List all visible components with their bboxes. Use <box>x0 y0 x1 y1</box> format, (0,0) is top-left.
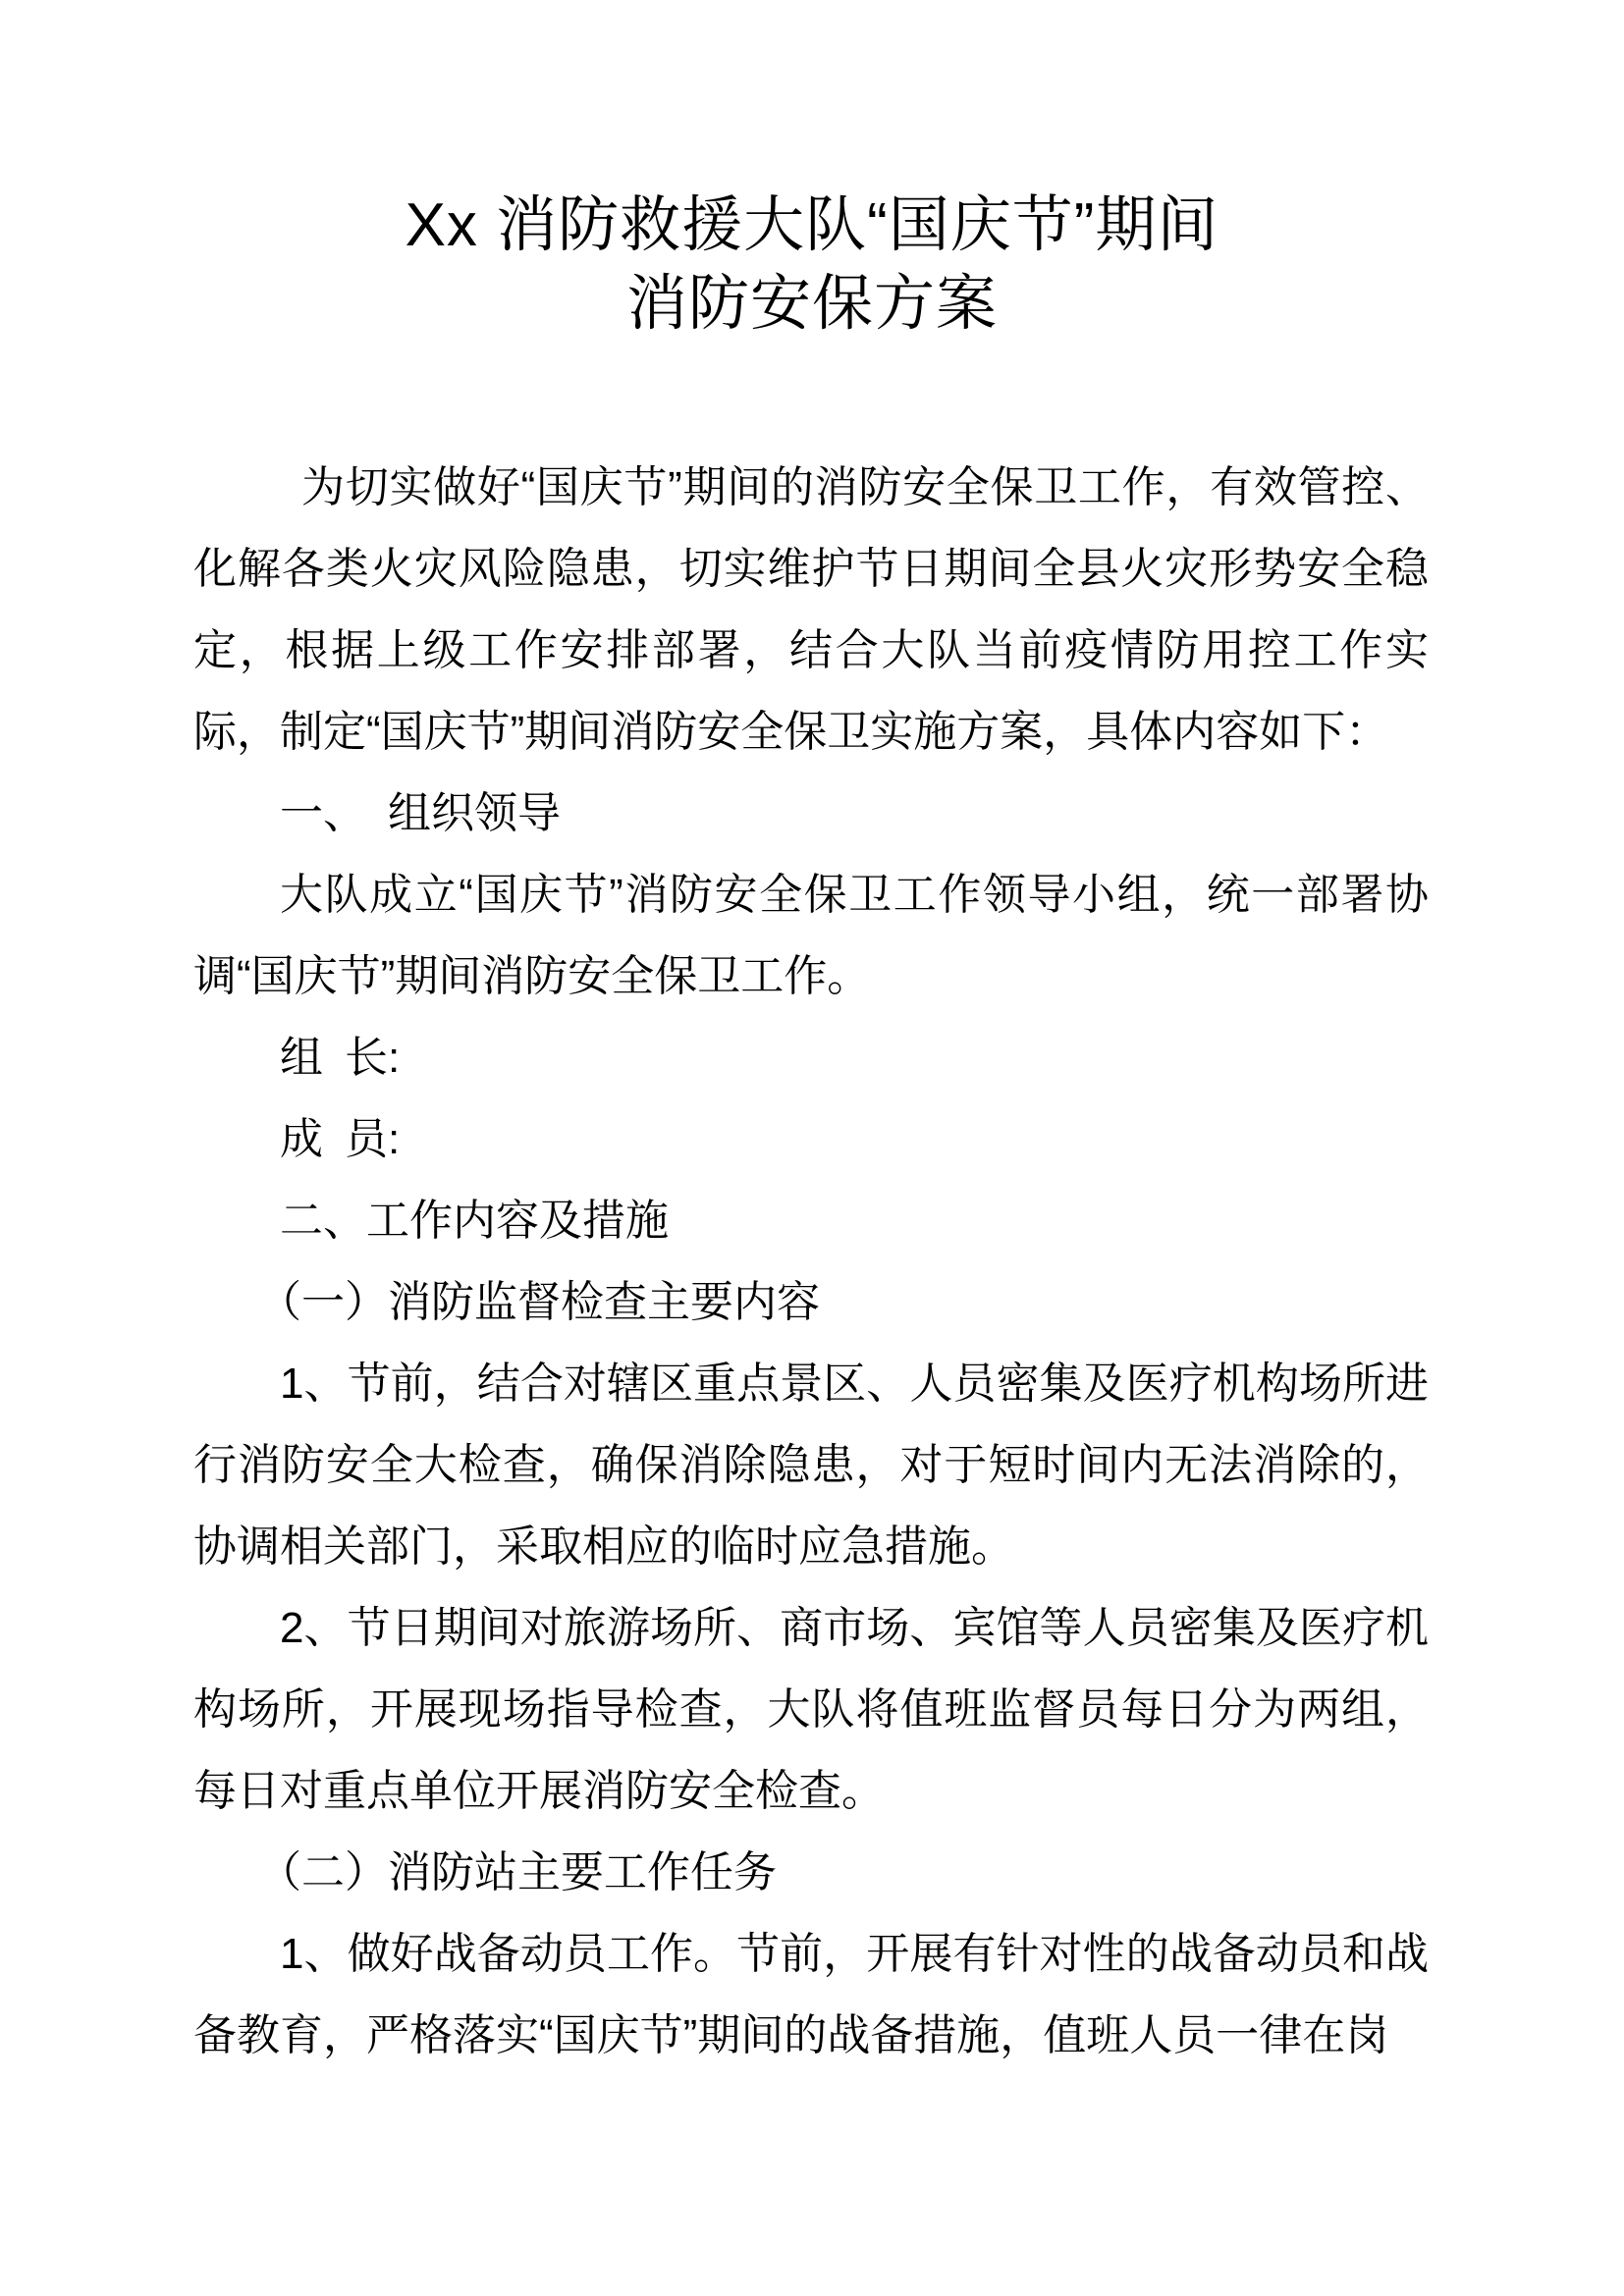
document-title-line2: 消防安保方案 <box>625 270 998 338</box>
intro-paragraph: 为切实做好“国庆节”期间的消防安全保卫工作，有效管控、化解各类火灾风险隐患，切实维护节日期间全县火灾形势安全稳定，根据上级工作安排部署，结合大队当前疫情防用控工作实际，制定“国庆节”期间消防安全保卫实施方案，具体内容如下： <box>193 463 1429 756</box>
document-title-line1: Xx 消防救援大队“国庆节”期间 <box>405 191 1219 259</box>
document-title <box>0 0 1624 344</box>
label-group-leader: 组 长: <box>280 1034 401 1082</box>
paragraph-leading-group: 大队成立“国庆节”消防安全保卫工作领导小组，统一部署协调“国庆节”期间消防安全保卫工作。 <box>193 871 1429 1000</box>
paragraph-holiday-check: 2、节日期间对旅游场所、商市场、宾馆等人员密集及医疗机构场所，开展现场指导检查，大队将值班监督员每日分为两组，每日对重点单位开展消防安全检查。 <box>193 1604 1429 1815</box>
paragraph-readiness: 1、做好战备动员工作。节前，开展有针对性的战备动员和战备教育，严格落实“国庆节”期间的战备措施，值班人员一律在岗 <box>193 1930 1429 2059</box>
document-body <box>193 447 1429 2076</box>
label-group-members: 成 员: <box>280 1115 401 1163</box>
subheading-inspection: （一）消防监督检查主要内容 <box>258 1278 820 1326</box>
heading-section-1: 一、 组织领导 <box>280 789 561 837</box>
paragraph-pre-holiday-check: 1、节前，结合对辖区重点景区、人员密集及医疗机构场所进行消防安全大检查，确保消除隐患，对于短时间内无法消除的，协调相关部门，采取相应的临时应急措施。 <box>193 1360 1429 1571</box>
subheading-fire-station: （二）消防站主要工作任务 <box>258 1848 777 1896</box>
heading-section-2: 二、工作内容及措施 <box>280 1197 669 1245</box>
